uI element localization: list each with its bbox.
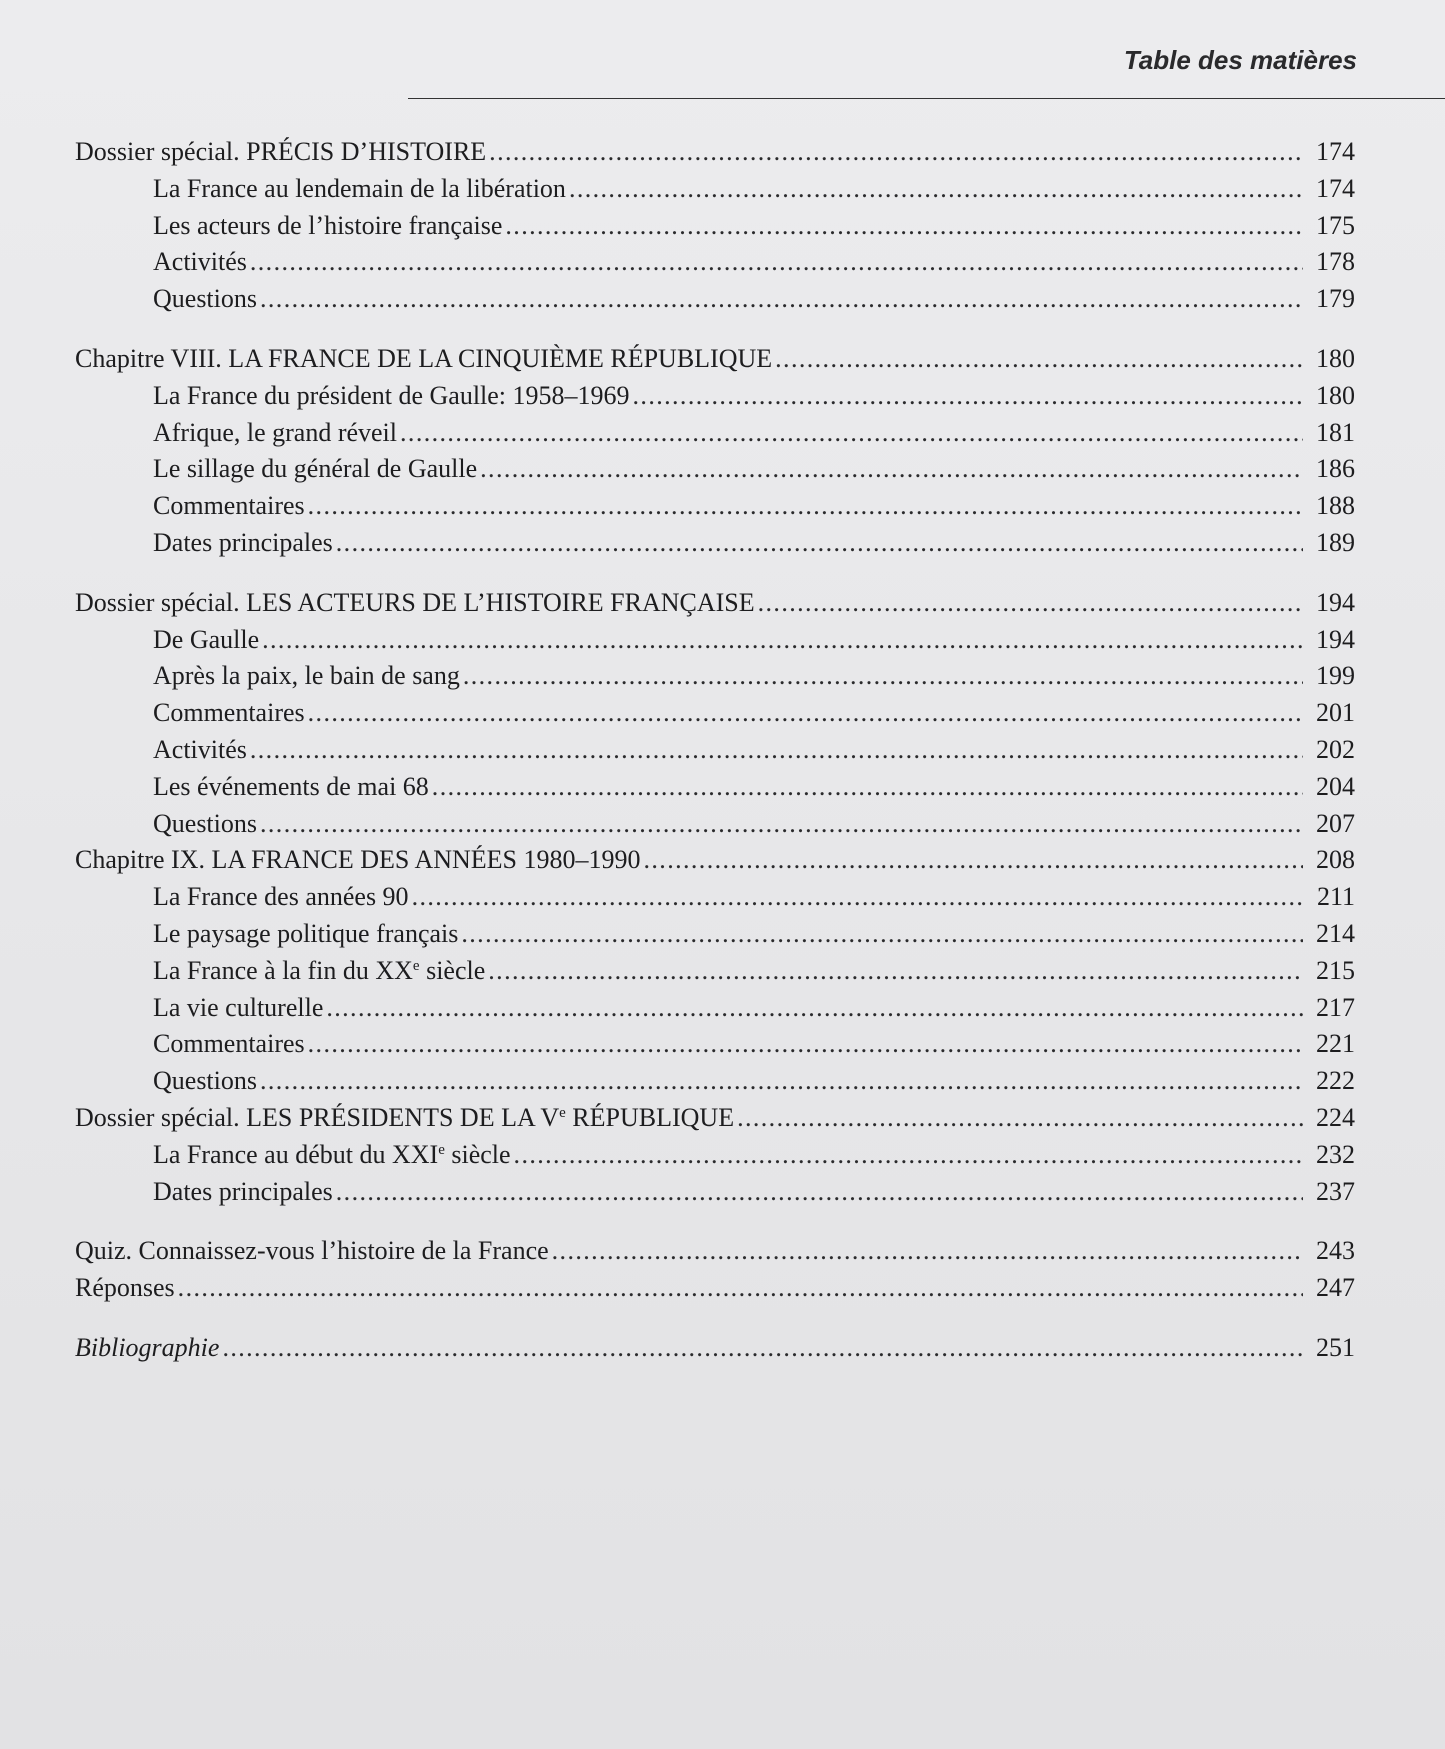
toc-title-text: Dossier spécial. LES ACTEURS DE L’HISTOIRE FRANÇAISE [75, 587, 755, 617]
toc-entry-title [75, 1270, 175, 1307]
toc-title-text: Chapitre VIII. LA FRANCE DE LA CINQUIÈME RÉPUBLIQUE [75, 343, 773, 373]
toc-subentry [75, 1174, 1355, 1211]
dot-leader [250, 732, 1303, 769]
toc-entry-title [153, 658, 460, 695]
toc-title-text: Le sillage du général de Gaulle [153, 454, 478, 484]
dot-leader [480, 451, 1303, 488]
toc-page-number: 221 [1316, 1029, 1355, 1059]
toc-subentry [75, 488, 1355, 525]
dot-leader [178, 1270, 1303, 1307]
toc-title-text: Activités [153, 247, 247, 277]
toc-page-number: 202 [1316, 734, 1355, 764]
toc-page-number: 237 [1316, 1176, 1355, 1206]
toc-title-text: Afrique, le grand réveil [153, 417, 398, 447]
toc-title-text: Commentaires [153, 491, 305, 521]
toc-entry-title [153, 281, 257, 318]
toc-page-number: 214 [1316, 918, 1355, 948]
toc-entry [75, 585, 1355, 622]
toc-entry [75, 842, 1355, 879]
toc-page-number: 194 [1316, 587, 1355, 617]
toc-title-text: Dates principales [153, 1176, 333, 1206]
toc-entry-title [153, 769, 429, 806]
toc-entry-title [153, 953, 485, 990]
toc-subentry [75, 281, 1355, 318]
dot-leader [569, 171, 1303, 208]
toc-subentry [75, 1063, 1355, 1100]
toc-entry-title [153, 488, 305, 525]
toc-title-text: La vie culturelle [153, 992, 324, 1022]
toc-entry-title [153, 732, 247, 769]
toc-page-number: 199 [1316, 661, 1355, 691]
toc-entry-title [153, 879, 409, 916]
toc-entry-title [75, 1233, 549, 1270]
toc-entry-title [153, 208, 502, 245]
toc-page-number: 204 [1316, 771, 1355, 801]
toc-page-number: 186 [1316, 454, 1355, 484]
toc-title-text-continued: RÉPUBLIQUE [565, 1102, 735, 1132]
dot-leader [326, 990, 1303, 1027]
toc-subentry [75, 732, 1355, 769]
dot-leader [260, 281, 1303, 318]
toc-page-number: 251 [1316, 1332, 1355, 1362]
toc-subentry [75, 695, 1355, 732]
toc-title-text: Questions [153, 284, 257, 314]
toc-title-text: Bibliographie [75, 1332, 220, 1362]
toc-page-number: 217 [1316, 992, 1355, 1022]
toc-title-text-continued: siècle [419, 955, 486, 985]
toc-page-number: 180 [1316, 380, 1355, 410]
show-through-texture [75, 1460, 1425, 1740]
toc-entry-title [153, 415, 397, 452]
toc-page-number: 178 [1316, 247, 1355, 277]
dot-leader [222, 1330, 1303, 1367]
toc-entry [75, 1233, 1355, 1270]
toc-subentry [75, 171, 1355, 208]
toc-title-text: La France des années 90 [153, 882, 409, 912]
toc-title-text: Après la paix, le bain de sang [153, 661, 460, 691]
toc-entry-title [153, 695, 305, 732]
toc-page-number: 181 [1316, 417, 1355, 447]
dot-leader [552, 1233, 1303, 1270]
toc-subentry [75, 658, 1355, 695]
toc-subentry [75, 953, 1355, 990]
dot-leader [260, 1063, 1303, 1100]
toc-subentry [75, 378, 1355, 415]
ordinal-superscript: e [559, 1104, 566, 1121]
toc-page-number: 222 [1316, 1066, 1355, 1096]
toc-entry-title [153, 171, 566, 208]
ordinal-superscript: e [412, 957, 420, 974]
toc-page-number: 175 [1316, 210, 1355, 240]
toc-page-number: 201 [1316, 698, 1355, 728]
toc-subentry [75, 879, 1355, 916]
toc-entry [75, 1100, 1355, 1137]
dot-leader [308, 488, 1303, 525]
ordinal-superscript: e [438, 1141, 445, 1158]
toc-title-text: Dossier spécial. LES PRÉSIDENTS DE LA V [75, 1102, 560, 1132]
toc-title-text: Les événements de mai 68 [153, 771, 429, 801]
toc-title-text: La France à la fin du XX [153, 955, 413, 985]
toc-page-number: 224 [1316, 1102, 1355, 1132]
toc-entry-title [75, 341, 772, 378]
toc-subentry [75, 1137, 1355, 1174]
toc-page-number: 232 [1316, 1139, 1355, 1169]
toc-title-text: Questions [153, 808, 257, 838]
toc-subentry [75, 208, 1355, 245]
dot-leader [463, 658, 1303, 695]
toc-entry-title [153, 1063, 257, 1100]
toc-title-text: La France du président de Gaulle: 1958–1969 [153, 380, 630, 410]
toc-entry [75, 1270, 1355, 1307]
toc-page-number: 194 [1316, 624, 1355, 654]
toc-entry-title [75, 1100, 734, 1137]
toc-entry-title [75, 842, 641, 879]
dot-leader [461, 916, 1303, 953]
dot-leader [400, 415, 1303, 452]
toc-title-text-continued: siècle [444, 1139, 511, 1169]
toc-title-text: Les acteurs de l’histoire française [153, 210, 503, 240]
dot-leader [488, 953, 1303, 990]
toc-subentry [75, 916, 1355, 953]
toc-entry-title [153, 806, 257, 843]
toc-entry-title [75, 1330, 219, 1367]
toc-subentry [75, 525, 1355, 562]
toc-entry [75, 134, 1355, 171]
toc-page-number: 247 [1316, 1273, 1355, 1303]
toc-subentry [75, 244, 1355, 281]
toc-entry-title [153, 378, 630, 415]
toc-page-number: 174 [1316, 173, 1355, 203]
toc-entry-title [153, 244, 247, 281]
toc-page-number: 188 [1316, 491, 1355, 521]
dot-leader [505, 208, 1303, 245]
toc-entry-title [153, 990, 323, 1027]
dot-leader [308, 1026, 1303, 1063]
dot-leader [336, 525, 1303, 562]
toc-title-text: Quiz. Connaissez-vous l’histoire de la France [75, 1236, 549, 1266]
toc-title-text: Commentaires [153, 1029, 305, 1059]
toc-entry-title [153, 1137, 511, 1174]
toc-subentry [75, 1026, 1355, 1063]
toc-subentry [75, 415, 1355, 452]
toc-page-number: 189 [1316, 527, 1355, 557]
toc-title-text: Activités [153, 734, 247, 764]
toc-subentry [75, 990, 1355, 1027]
dot-leader [336, 1174, 1303, 1211]
toc-entry [75, 341, 1355, 378]
dot-leader [432, 769, 1303, 806]
toc-entry-title [153, 525, 333, 562]
toc-page-number: 211 [1316, 882, 1355, 912]
toc-entry-title [75, 134, 486, 171]
dot-leader [262, 622, 1303, 659]
toc-entry-title [153, 916, 458, 953]
toc-entry-title [153, 451, 477, 488]
toc-page-number: 207 [1316, 808, 1355, 838]
dot-leader [412, 879, 1303, 916]
toc-entry [75, 1330, 1355, 1367]
table-of-contents [75, 134, 1355, 1367]
toc-entry-title [75, 585, 755, 622]
dot-leader [633, 378, 1303, 415]
toc-subentry [75, 451, 1355, 488]
toc-title-text: Questions [153, 1066, 257, 1096]
dot-leader [775, 341, 1303, 378]
dot-leader [737, 1100, 1303, 1137]
toc-title-text: La France au lendemain de la libération [153, 173, 566, 203]
toc-page-number: 215 [1316, 955, 1355, 985]
toc-subentry [75, 769, 1355, 806]
toc-page-number: 179 [1316, 284, 1355, 314]
toc-title-text: La France au début du XXI [153, 1139, 439, 1169]
toc-title-text: Dossier spécial. PRÉCIS D’HISTOIRE [75, 137, 487, 166]
toc-page-number: 243 [1316, 1236, 1355, 1266]
dot-leader [308, 695, 1303, 732]
toc-title-text: De Gaulle [153, 624, 260, 654]
toc-subentry [75, 622, 1355, 659]
toc-entry-title [153, 622, 259, 659]
toc-title-text: Dates principales [153, 527, 333, 557]
dot-leader [250, 244, 1303, 281]
toc-subentry [75, 806, 1355, 843]
toc-title-text: Le paysage politique français [153, 918, 459, 948]
dot-leader [260, 806, 1303, 843]
toc-page-number: 180 [1316, 343, 1355, 373]
toc-title-text: Chapitre IX. LA FRANCE DES ANNÉES 1980–1990 [75, 845, 641, 875]
running-head: Table des matières [1123, 45, 1357, 75]
dot-leader [644, 842, 1304, 879]
dot-leader [514, 1137, 1303, 1174]
dot-leader [758, 585, 1303, 622]
toc-entry-title [153, 1174, 333, 1211]
toc-entry-title [153, 1026, 305, 1063]
toc-page-number: 174 [1316, 137, 1355, 166]
toc-page-number: 208 [1316, 845, 1355, 875]
header-rule [408, 98, 1445, 99]
dot-leader [489, 134, 1303, 171]
toc-title-text: Réponses [75, 1273, 175, 1303]
toc-title-text: Commentaires [153, 698, 305, 728]
